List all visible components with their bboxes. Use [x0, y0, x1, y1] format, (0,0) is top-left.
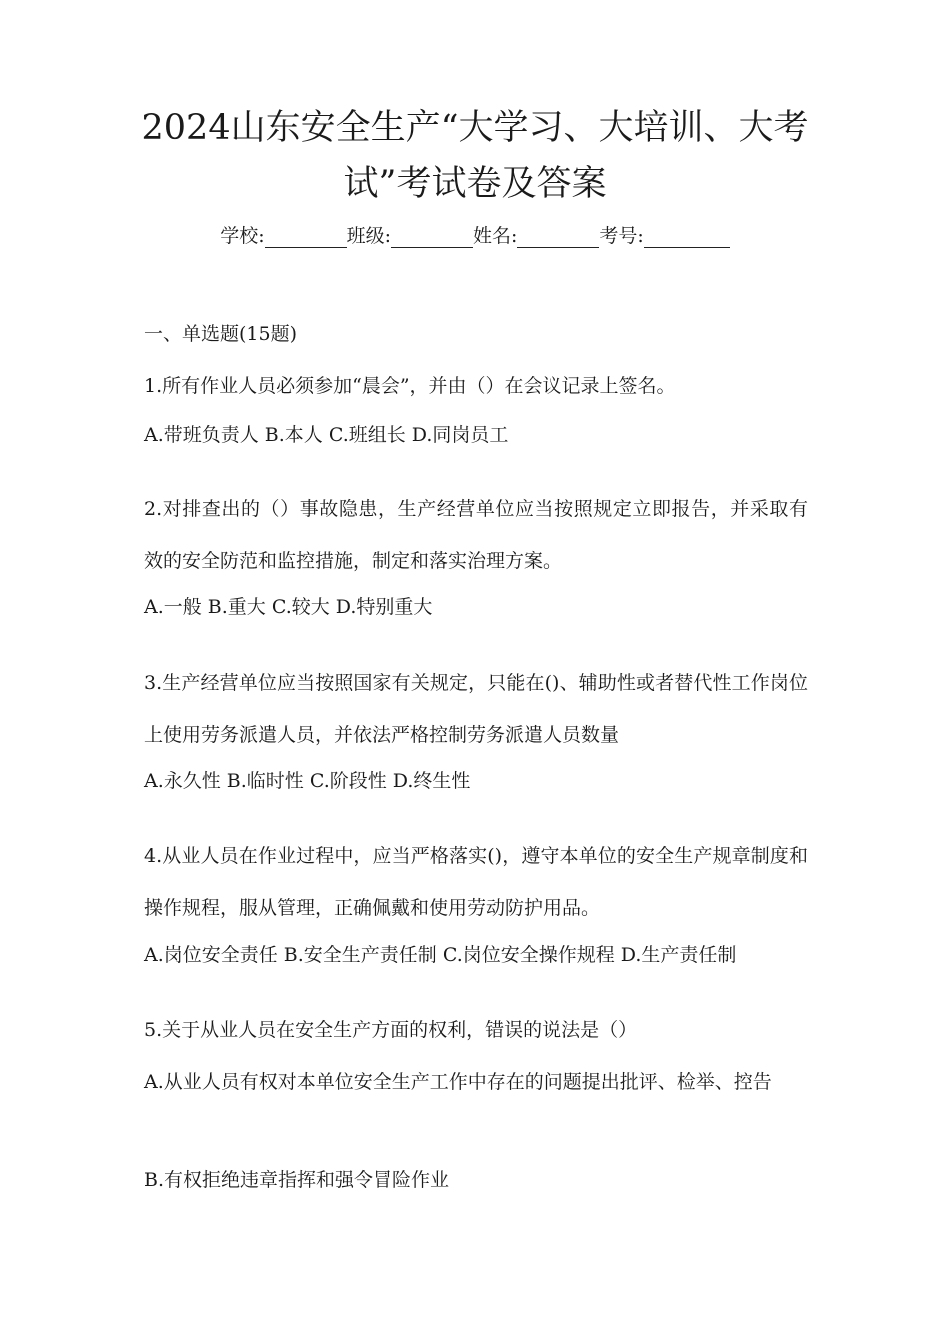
school-blank	[265, 227, 347, 248]
exam-no-label: 考号:	[599, 225, 644, 247]
exam-no-field	[599, 221, 729, 251]
class-field	[347, 221, 473, 251]
name-blank	[517, 227, 599, 248]
class-label: 班级:	[346, 225, 391, 247]
name-label: 姓名:	[473, 225, 518, 247]
question-2-text: 2.对排查出的（）事故隐患，生产经营单位应当按照规定立即报告，并采取有效的安全防范和监控措施，制定和落实治理方案。	[144, 498, 808, 572]
document-title: 2024山东安全生产“大学习、大培训、大考试”考试卷及答案	[141, 108, 809, 204]
question-3-options: A.永久性 B.临时性 C.阶段性 D.终生性	[144, 770, 471, 792]
question-5-option-b: B.有权拒绝违章指挥和强令冒险作业	[144, 1169, 450, 1191]
question-2-options: A.一般 B.重大 C.较大 D.特别重大	[144, 596, 433, 618]
school-label: 学校:	[220, 225, 265, 247]
name-field	[473, 221, 599, 251]
question-4-text: 4.从业人员在作业过程中，应当严格落实()，遵守本单位的安全生产规章制度和操作规程，服从管理，正确佩戴和使用劳动防护用品。	[144, 845, 808, 919]
question-5-text: 5.关于从业人员在安全生产方面的权利，错误的说法是（）	[144, 1019, 638, 1041]
exam-no-blank	[644, 227, 730, 248]
class-blank	[391, 227, 473, 248]
question-3-text: 3.生产经营单位应当按照国家有关规定，只能在()、辅助性或者替代性工作岗位上使用劳务派遣人员，并依法严格控制劳务派遣人员数量	[144, 672, 808, 746]
question-4-options: A.岗位安全责任 B.安全生产责任制 C.岗位安全操作规程 D.生产责任制	[144, 944, 737, 966]
school-field	[220, 221, 346, 251]
question-5-option-a: A.从业人员有权对本单位安全生产工作中存在的问题提出批评、检举、控告	[144, 1071, 772, 1093]
question-1-options: A.带班负责人 B.本人 C.班组长 D.同岗员工	[144, 424, 509, 446]
question-1-text: 1.所有作业人员必须参加“晨会”，并由（）在会议记录上签名。	[144, 375, 676, 397]
section-header: 一、单选题(15题)	[144, 323, 298, 345]
student-info-row	[0, 221, 950, 251]
